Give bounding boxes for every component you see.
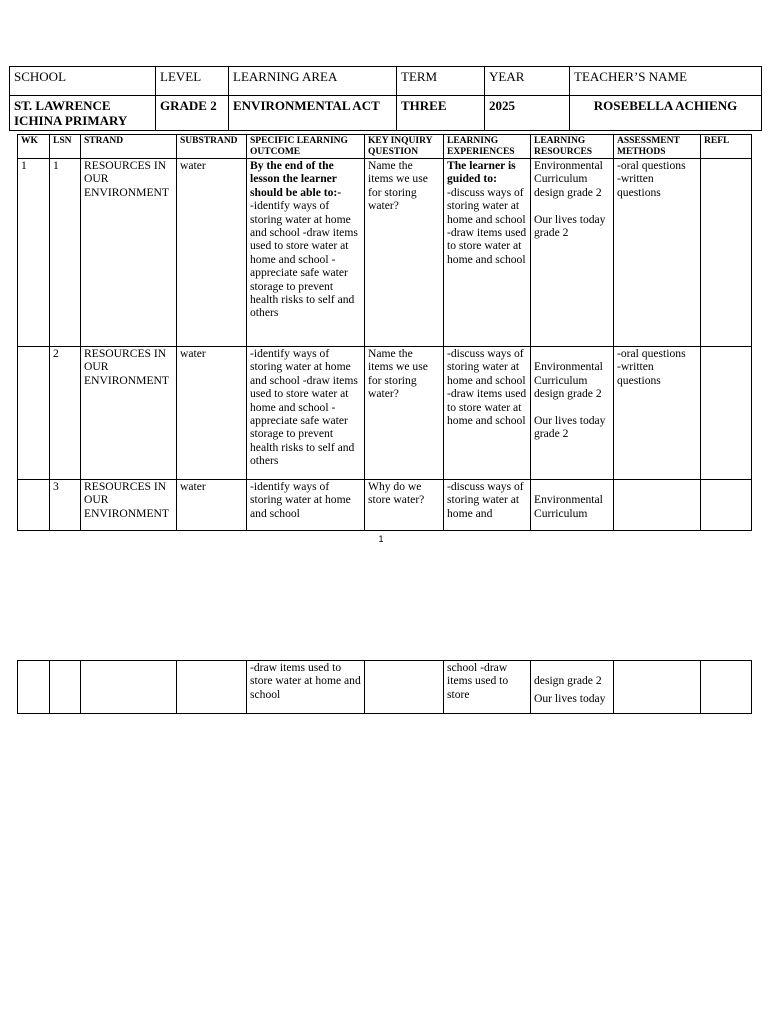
col-learning-experiences: LEARNING EXPERIENCES bbox=[444, 135, 531, 159]
table-row bbox=[18, 480, 752, 531]
cell-wk bbox=[18, 480, 50, 531]
cell-refl bbox=[701, 159, 752, 347]
col-assessment-methods: ASSESSMENT METHODS bbox=[614, 135, 701, 159]
assessment-item: -oral questions bbox=[617, 159, 686, 172]
year-value: 2025 bbox=[485, 96, 570, 131]
assessment-item: -written questions bbox=[617, 172, 661, 199]
level-label: LEVEL bbox=[156, 67, 229, 96]
cell-assessment bbox=[614, 159, 701, 347]
cell-refl bbox=[701, 347, 752, 480]
level-value: GRADE 2 bbox=[156, 96, 229, 131]
scheme-of-work-table bbox=[17, 134, 752, 531]
cell-outcome bbox=[247, 159, 365, 347]
col-key-inquiry-question: KEY INQUIRY QUESTION bbox=[365, 135, 444, 159]
cell-substrand: water bbox=[177, 480, 247, 531]
cell-lsn: 1 bbox=[50, 159, 81, 347]
table-row bbox=[18, 661, 752, 714]
school-value: ST. LAWRENCE ICHINA PRIMARY bbox=[10, 96, 156, 131]
cell-experiences: -discuss ways of storing water at home and school -draw items used to store water at home and school bbox=[444, 347, 531, 480]
resource-item: Our lives today grade 2 bbox=[534, 212, 606, 240]
cell-resources bbox=[531, 480, 614, 531]
cell-question: Name the items we use for storing water? bbox=[365, 347, 444, 480]
cell-wk bbox=[18, 661, 50, 714]
cell-assessment bbox=[614, 661, 701, 714]
cell-strand: RESOURCES IN OUR ENVIRONMENT bbox=[81, 159, 177, 347]
experiences-text: -discuss ways of storing water at home and school -draw items used to store water at home and school bbox=[447, 185, 527, 266]
cell-experiences: school -draw items used to store bbox=[444, 661, 531, 714]
col-specific-learning-outcome: SPECIFIC LEARNING OUTCOME bbox=[247, 135, 365, 159]
term-value: THREE bbox=[397, 96, 485, 131]
col-refl: REFL bbox=[701, 135, 752, 159]
resource-item: Environmental Curriculum bbox=[534, 493, 603, 520]
header-info-table bbox=[9, 66, 762, 131]
cell-substrand: water bbox=[177, 347, 247, 480]
cell-strand: RESOURCES IN OUR ENVIRONMENT bbox=[81, 347, 177, 480]
cell-wk bbox=[18, 347, 50, 480]
cell-refl bbox=[701, 661, 752, 714]
page-number: 1 bbox=[378, 534, 384, 544]
cell-strand bbox=[81, 661, 177, 714]
cell-assessment bbox=[614, 480, 701, 531]
table-row bbox=[18, 159, 752, 347]
cell-lsn bbox=[50, 661, 81, 714]
experiences-intro: The learner is guided to: bbox=[447, 159, 516, 186]
cell-substrand bbox=[177, 661, 247, 714]
resource-item: Environmental Curriculum design grade 2 bbox=[534, 360, 603, 401]
cell-question: Name the items we use for storing water? bbox=[365, 159, 444, 347]
cell-resources bbox=[531, 347, 614, 480]
resource-item: Our lives today bbox=[534, 691, 606, 705]
cell-resources bbox=[531, 661, 614, 714]
cell-lsn: 2 bbox=[50, 347, 81, 480]
year-label: YEAR bbox=[485, 67, 570, 96]
outcome-intro: By the end of the lesson the learner should be able to:- bbox=[250, 159, 342, 199]
col-strand: STRAND bbox=[81, 135, 177, 159]
table-row bbox=[18, 347, 752, 480]
cell-question bbox=[365, 661, 444, 714]
col-lsn: LSN bbox=[50, 135, 81, 159]
assessment-item: -oral questions bbox=[617, 347, 686, 360]
school-label: SCHOOL bbox=[10, 67, 156, 96]
teacher-name-value: ROSEBELLA ACHIENG bbox=[570, 96, 762, 131]
cell-experiences bbox=[444, 159, 531, 347]
cell-question: Why do we store water? bbox=[365, 480, 444, 531]
cell-experiences: -discuss ways of storing water at home and bbox=[444, 480, 531, 531]
learning-area-label: LEARNING AREA bbox=[229, 67, 397, 96]
cell-outcome: -draw items used to store water at home and school bbox=[247, 661, 365, 714]
cell-assessment bbox=[614, 347, 701, 480]
col-learning-resources: LEARNING RESOURCES bbox=[531, 135, 614, 159]
teacher-name-label: TEACHER’S NAME bbox=[570, 67, 762, 96]
assessment-item: -written questions bbox=[617, 360, 661, 387]
cell-strand: RESOURCES IN OUR ENVIRONMENT bbox=[81, 480, 177, 531]
resource-item: Environmental Curriculum design grade 2 bbox=[534, 159, 603, 199]
cell-lsn: 3 bbox=[50, 480, 81, 531]
cell-substrand: water bbox=[177, 159, 247, 347]
scheme-of-work-table-continued bbox=[17, 660, 752, 714]
outcome-text: -identify ways of storing water at home and school -draw items used to store water at home and school -appreciate safe water storage to prevent health risks to self and others bbox=[250, 199, 358, 320]
term-label: TERM bbox=[397, 67, 485, 96]
resource-item: design grade 2 bbox=[534, 674, 602, 688]
resource-item: Our lives today grade 2 bbox=[534, 414, 606, 441]
cell-wk: 1 bbox=[18, 159, 50, 347]
cell-outcome: -identify ways of storing water at home and school -draw items used to store water at home and school -appreciate safe water storage to prevent health risks to self and others bbox=[247, 347, 365, 480]
col-wk: WK bbox=[18, 135, 50, 159]
cell-outcome: -identify ways of storing water at home and school bbox=[247, 480, 365, 531]
cell-refl bbox=[701, 480, 752, 531]
learning-area-value: ENVIRONMENTAL ACT bbox=[229, 96, 397, 131]
cell-resources bbox=[531, 159, 614, 347]
col-substrand: SUBSTRAND bbox=[177, 135, 247, 159]
